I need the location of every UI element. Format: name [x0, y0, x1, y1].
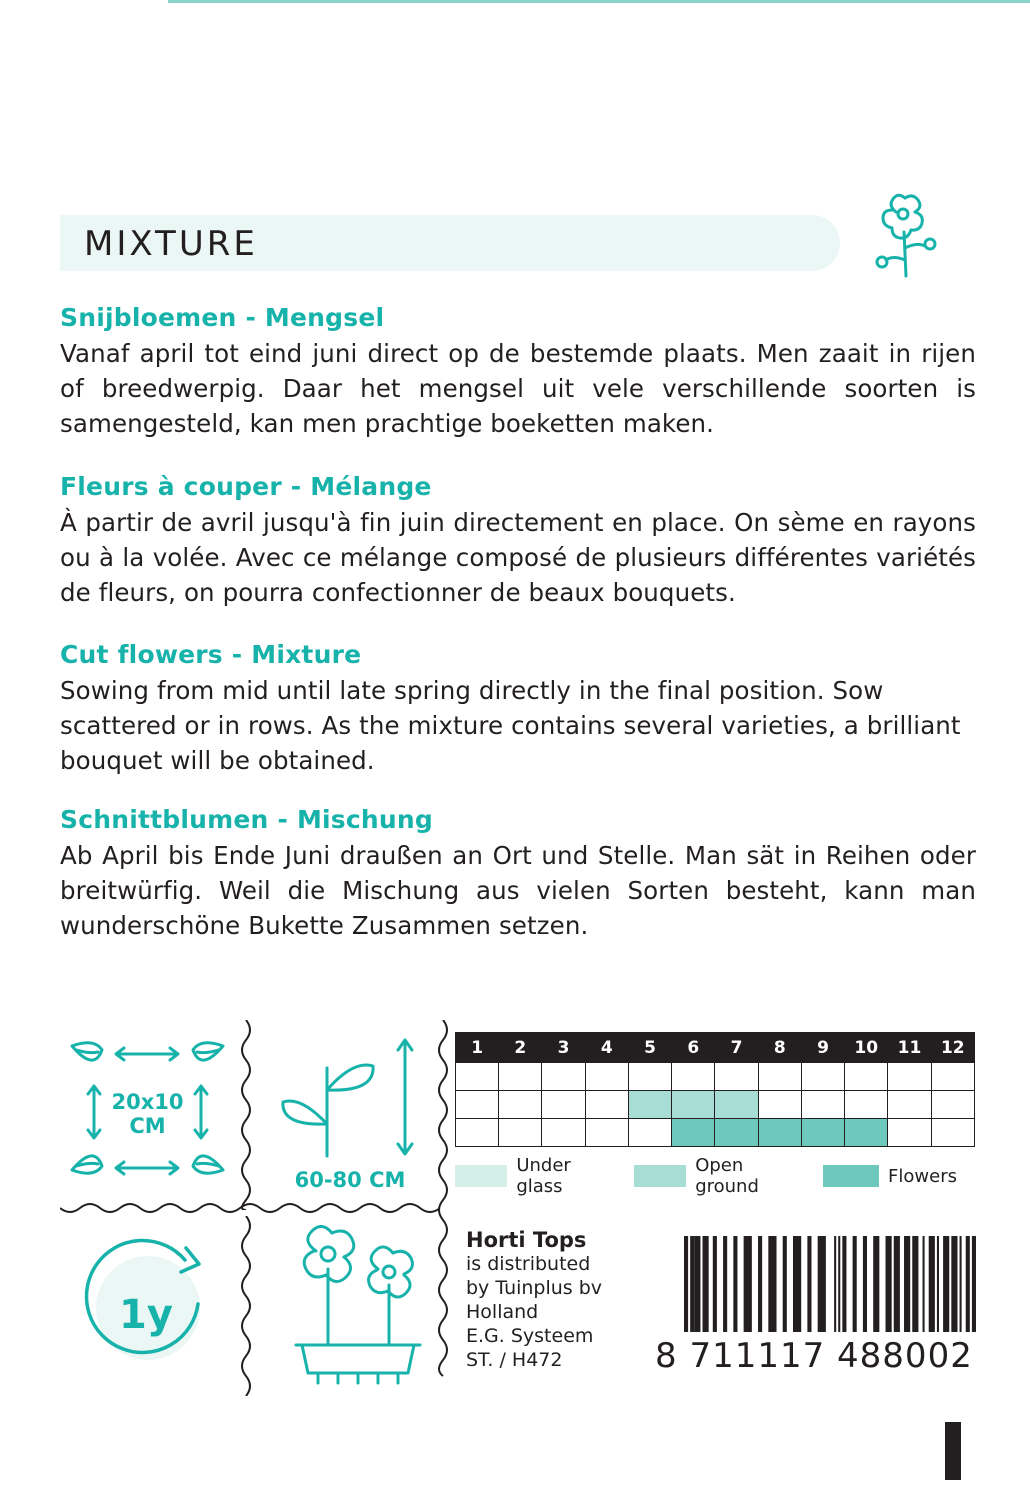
plant-spacing-icon [60, 1028, 235, 1193]
brand-line-2: by Tuinplus bv [466, 1277, 603, 1299]
annual-cycle-icon [68, 1220, 238, 1390]
calendar-cell [931, 1119, 974, 1147]
calendar-month-header: 2 [499, 1033, 542, 1063]
calendar-cell [801, 1091, 844, 1119]
lifecycle-label: 1y [119, 1292, 173, 1338]
legend-label-under-glass: Under glass [516, 1155, 571, 1197]
calendar-month-header: 6 [672, 1033, 715, 1063]
calendar-row [456, 1091, 975, 1119]
calendar-cell [585, 1119, 628, 1147]
plant-height-icon [265, 1028, 435, 1193]
section-de-body: Ab April bis Ende Juni draußen an Ort und Stelle. Man sät in Reihen oder breitwürfig. Weil die Mischung aus vielen Sorten besteht, kann man wunderschöne Bukette Zusammen setzen. [60, 841, 976, 940]
calendar-cell [758, 1063, 801, 1091]
calendar-cell [888, 1119, 931, 1147]
section-nl-body: Vanaf april tot eind juni direct op de bestemde plaats. Men zaait in rijen of breedwerpig. Daar het mengsel uit vele verschillende soorten is samengesteld, kan men prachtige boeketten maken. [60, 339, 976, 438]
legend-item-flowers [823, 1165, 957, 1187]
calendar-cell [758, 1091, 801, 1119]
page-title: MIXTURE [84, 224, 258, 264]
calendar-month-header: 3 [542, 1033, 585, 1063]
calendar-cell [845, 1119, 888, 1147]
calendar-cell [542, 1091, 585, 1119]
calendar-month-header: 10 [845, 1033, 888, 1063]
barcode-digits: 8 711117 488002 [655, 1336, 973, 1376]
calendar-cell [628, 1091, 671, 1119]
brand-line-1: is distributed [466, 1253, 591, 1275]
calendar-cell [628, 1063, 671, 1091]
calendar-cell [715, 1119, 758, 1147]
calendar-cell [888, 1091, 931, 1119]
calendar-cell [672, 1119, 715, 1147]
legend-label-flowers: Flowers [888, 1165, 957, 1187]
calendar-month-header: 9 [801, 1033, 844, 1063]
legend-swatch-under-glass [455, 1165, 507, 1187]
section-de [60, 805, 976, 943]
flower-planter-icon [270, 1225, 445, 1390]
section-en [60, 640, 976, 778]
corner-registration-mark [945, 1422, 961, 1480]
calendar-month-header: 4 [585, 1033, 628, 1063]
calendar-cell [845, 1063, 888, 1091]
section-nl [60, 303, 976, 441]
calendar-cell [801, 1063, 844, 1091]
section-en-heading: Cut flowers - Mixture [60, 640, 362, 669]
calendar-month-header: 11 [888, 1033, 931, 1063]
calendar-cell [758, 1119, 801, 1147]
section-fr-heading: Fleurs à couper - Mélange [60, 472, 432, 501]
calendar-cell [801, 1119, 844, 1147]
calendar-cell [499, 1091, 542, 1119]
brand-line-5: ST. / H472 [466, 1349, 563, 1371]
calendar-body [456, 1033, 975, 1147]
calendar-cell [542, 1119, 585, 1147]
calendar-month-header: 12 [931, 1033, 974, 1063]
calendar-cell [628, 1119, 671, 1147]
calendar-cell [845, 1091, 888, 1119]
brand-name: Horti Tops [466, 1228, 587, 1252]
calendar-cell [585, 1063, 628, 1091]
calendar-legend [455, 1155, 975, 1197]
section-nl-heading: Snijbloemen - Mengsel [60, 303, 385, 332]
height-label: 60-80 CM [294, 1168, 406, 1192]
section-fr-body: À partir de avril jusqu'à fin juin directement en place. On sème en rayons ou à la volée. Avec ce mélange composé de plusieurs différentes variétés de fleurs, on pourra confectionner de beaux bouquets. [60, 508, 976, 607]
calendar-cell [456, 1063, 499, 1091]
section-fr [60, 472, 976, 610]
legend-label-open-ground: Open ground [695, 1155, 759, 1197]
top-rule [168, 0, 1030, 3]
spacing-label-line1: 20x10 [111, 1090, 184, 1114]
legend-item-under-glass [455, 1155, 616, 1197]
calendar-cell [672, 1091, 715, 1119]
calendar-cell [715, 1063, 758, 1091]
sowing-calendar [455, 1032, 975, 1147]
calendar-cell [456, 1091, 499, 1119]
calendar-cell [931, 1063, 974, 1091]
brand-line-3: Holland [466, 1301, 539, 1323]
calendar-cell [585, 1091, 628, 1119]
calendar-cell [499, 1063, 542, 1091]
brand-info [466, 1228, 676, 1372]
calendar-cell [456, 1119, 499, 1147]
calendar-cell [715, 1091, 758, 1119]
legend-item-open-ground [634, 1155, 805, 1197]
brand-line-4: E.G. Systeem [466, 1325, 594, 1347]
section-de-heading: Schnittblumen - Mischung [60, 805, 433, 834]
calendar-month-header: 5 [628, 1033, 671, 1063]
spacing-label-line2: CM [129, 1114, 166, 1138]
calendar-month-header: 7 [715, 1033, 758, 1063]
divider-wave-vertical-1 [238, 1020, 254, 1210]
calendar-row [456, 1063, 975, 1091]
calendar-header-row [456, 1033, 975, 1063]
calendar-month-header: 1 [456, 1033, 499, 1063]
calendar-cell [542, 1063, 585, 1091]
calendar-row [456, 1119, 975, 1147]
calendar-cell [672, 1063, 715, 1091]
divider-wave-horizontal [60, 1200, 440, 1216]
legend-swatch-flowers [823, 1165, 879, 1187]
calendar-cell [931, 1091, 974, 1119]
flower-logo-icon [864, 192, 954, 284]
legend-swatch-open-ground [634, 1165, 686, 1187]
calendar-month-header: 8 [758, 1033, 801, 1063]
calendar-cell [888, 1063, 931, 1091]
calendar-cell [499, 1119, 542, 1147]
divider-wave-vertical-2 [238, 1216, 254, 1396]
section-en-body: Sowing from mid until late spring directly in the final position. Sow scattered or in rows. As the mixture contains several varieties, a brilliant bouquet will be obtained. [60, 676, 961, 775]
